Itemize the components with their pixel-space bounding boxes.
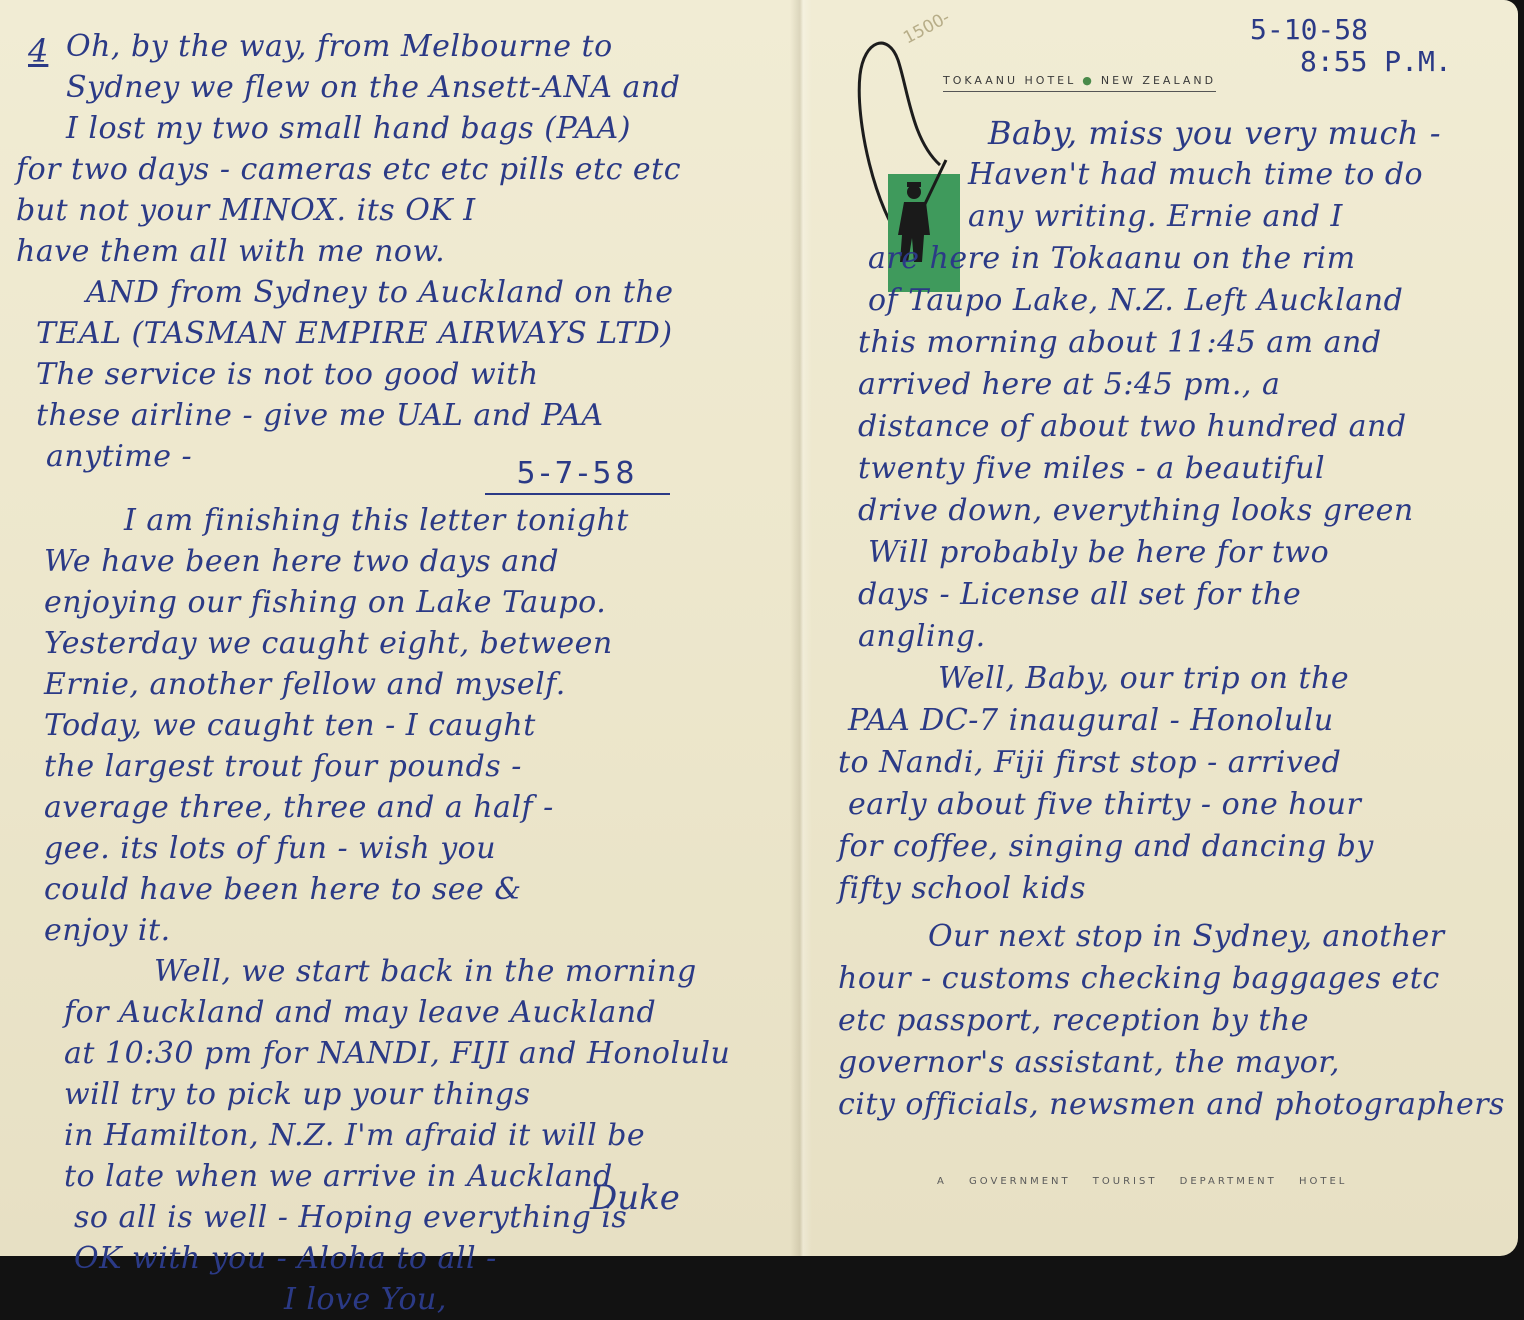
letter-line: hour - customs checking baggages etc xyxy=(838,961,1440,996)
letter-line: to Nandi, Fiji first stop - arrived xyxy=(838,745,1342,780)
letter-line: I am finishing this letter tonight xyxy=(124,503,629,538)
letter-line: to late when we arrive in Auckland xyxy=(64,1159,613,1194)
letter-line: Well, we start back in the morning xyxy=(154,954,697,989)
letter-line: We have been here two days and xyxy=(44,544,560,579)
letter-line: AND from Sydney to Auckland on the xyxy=(86,275,674,310)
letter-line: will try to pick up your things xyxy=(64,1077,531,1112)
bullet-icon: ● xyxy=(1082,74,1095,87)
letter-line: The service is not too good with xyxy=(36,357,539,392)
letter-line: any writing. Ernie and I xyxy=(968,199,1343,234)
footer-word: GOVERNMENT xyxy=(969,1176,1071,1187)
letter-line: Will probably be here for two xyxy=(868,535,1330,570)
letter-line: arrived here at 5:45 pm., a xyxy=(858,367,1281,402)
letter-line: gee. its lots of fun - wish you xyxy=(44,831,497,866)
letter-line: but not your MINOX. its OK I xyxy=(16,193,476,228)
letter-line: these airline - give me UAL and PAA xyxy=(36,398,604,433)
letter-line: Haven't had much time to do xyxy=(968,157,1424,192)
footer-word: TOURIST xyxy=(1092,1176,1158,1187)
pencil-note: 1500- xyxy=(900,7,954,49)
letter-line: for Auckland and may leave Auckland xyxy=(64,995,657,1030)
letter-line: this morning about 11:45 am and xyxy=(858,325,1382,360)
date-text: 5-10-58 xyxy=(1250,13,1369,46)
letter-line: distance of about two hundred and xyxy=(858,409,1407,444)
letter-line: average three, three and a half - xyxy=(44,790,554,825)
letter-line: anytime - xyxy=(46,439,193,474)
letter-line: enjoy it. xyxy=(44,913,171,948)
letter-line: drive down, everything looks green xyxy=(858,493,1414,528)
letterhead xyxy=(943,74,1216,92)
left-page xyxy=(14,26,786,477)
letter-line: of Taupo Lake, N.Z. Left Auckland xyxy=(868,283,1404,318)
letter-line: the largest trout four pounds - xyxy=(44,749,522,784)
letter-line: Ernie, another fellow and myself. xyxy=(44,667,566,702)
hotel-country: NEW ZEALAND xyxy=(1100,74,1217,87)
time-text: 8:55 P.M. xyxy=(1300,45,1452,78)
letter-line: fifty school kids xyxy=(838,871,1086,906)
letter-line: so all is well - Hoping everything is xyxy=(74,1200,628,1235)
letter-line: days - License all set for the xyxy=(858,577,1302,612)
letter-line: angling. xyxy=(858,619,986,654)
footer-word: HOTEL xyxy=(1298,1176,1348,1187)
letter-line: for coffee, singing and dancing by xyxy=(838,829,1374,864)
letter-line: at 10:30 pm for NANDI, FIJI and Honolulu xyxy=(64,1036,731,1071)
letter-line: governor's assistant, the mayor, xyxy=(838,1045,1340,1080)
letter-line: PAA DC-7 inaugural - Honolulu xyxy=(848,703,1334,738)
footer-word: DEPARTMENT xyxy=(1179,1176,1277,1187)
letter-line: Our next stop in Sydney, another xyxy=(928,919,1445,954)
letter-line: Sydney we flew on the Ansett-ANA and xyxy=(66,70,681,105)
footer-word: A xyxy=(937,1176,947,1187)
letter-line: I love You, xyxy=(284,1282,447,1317)
letter-line: etc passport, reception by the xyxy=(838,1003,1310,1038)
letter-line: Today, we caught ten - I caught xyxy=(44,708,536,743)
hotel-name: TOKAANU HOTEL xyxy=(943,74,1077,87)
letter-line: are here in Tokaanu on the rim xyxy=(868,241,1356,276)
right-page-date xyxy=(1250,14,1452,78)
right-page xyxy=(838,112,1510,1126)
page-fold xyxy=(790,0,812,1256)
letter-line: for two days - cameras etc etc pills etc etc xyxy=(16,152,682,187)
left-page-date: 5-7-58 xyxy=(485,456,670,495)
letter-line: early about five thirty - one hour xyxy=(848,787,1362,822)
letter-line: Oh, by the way, from Melbourne to xyxy=(66,29,613,64)
letter-line: I lost my two small hand bags (PAA) xyxy=(66,111,631,146)
letter-line: city officials, newsmen and photographers xyxy=(838,1087,1505,1122)
letter-line: Baby, miss you very much - xyxy=(988,114,1441,152)
letter-line: enjoying our fishing on Lake Taupo. xyxy=(44,585,607,620)
letter-line: TEAL (TASMAN EMPIRE AIRWAYS LTD) xyxy=(36,316,673,351)
letter-line: OK with you - Aloha to all - xyxy=(74,1241,497,1276)
page-number: 4 xyxy=(28,32,49,70)
letter-line: Yesterday we caught eight, between xyxy=(44,626,613,661)
letter-line: Well, Baby, our trip on the xyxy=(938,661,1350,696)
letterhead-footer xyxy=(937,1176,1363,1187)
letter-line: twenty five miles - a beautiful xyxy=(858,451,1326,486)
letter-line: could have been here to see & xyxy=(44,872,522,907)
letter-line: in Hamilton, N.Z. I'm afraid it will be xyxy=(64,1118,646,1153)
signature: Duke xyxy=(590,1178,680,1218)
letter-line: have them all with me now. xyxy=(16,234,446,269)
